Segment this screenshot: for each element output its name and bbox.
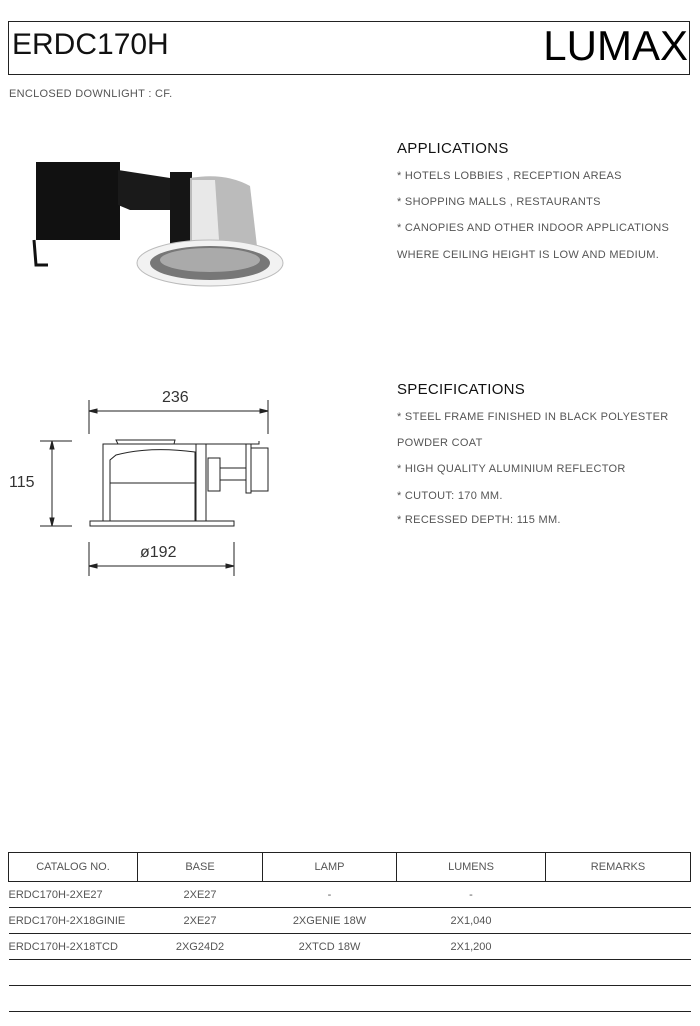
cell-lumens: 2X1,200 (397, 934, 546, 960)
specification-line: * HIGH QUALITY ALUMINIUM REFLECTOR (397, 463, 626, 475)
table-header-row (9, 853, 691, 882)
cell-base (138, 960, 263, 986)
applications-title: APPLICATIONS (397, 140, 509, 157)
cell-lamp: 2XGENIE 18W (263, 908, 397, 934)
table-row (9, 960, 691, 986)
specification-line: * STEEL FRAME FINISHED IN BLACK POLYESTER (397, 411, 669, 423)
product-photo (10, 150, 290, 320)
table-row (9, 986, 691, 1012)
table-row (9, 934, 691, 960)
height-dimension: 115 (9, 474, 35, 491)
column-header-lamp: LAMP (263, 853, 397, 882)
cell-lamp: - (263, 882, 397, 908)
cell-lamp (263, 960, 397, 986)
cell-lumens: - (397, 882, 546, 908)
cell-catalog (9, 986, 138, 1012)
catalog-table (8, 852, 691, 1012)
cell-catalog (9, 960, 138, 986)
cell-remarks (546, 882, 691, 908)
specification-line: * CUTOUT: 170 MM. (397, 490, 503, 502)
specifications-title: SPECIFICATIONS (397, 381, 526, 398)
table-row (9, 908, 691, 934)
table-row (9, 882, 691, 908)
column-header-remarks: REMARKS (546, 853, 691, 882)
diameter-dimension: ø192 (140, 544, 177, 561)
column-header-base: BASE (138, 853, 263, 882)
cell-lumens (397, 960, 546, 986)
specification-line: POWDER COAT (397, 437, 483, 449)
cell-lumens (397, 986, 546, 1012)
cell-lamp (263, 986, 397, 1012)
width-dimension: 236 (162, 389, 189, 406)
cell-lamp: 2XTCD 18W (263, 934, 397, 960)
cell-remarks (546, 960, 691, 986)
cell-lumens: 2X1,040 (397, 908, 546, 934)
cell-remarks (546, 908, 691, 934)
application-line: * HOTELS LOBBIES , RECEPTION AREAS (397, 170, 622, 182)
cell-base (138, 986, 263, 1012)
model-title: ERDC170H (12, 28, 169, 61)
cell-remarks (546, 986, 691, 1012)
cell-catalog: ERDC170H-2X18GINIE (9, 908, 138, 934)
application-line: * SHOPPING MALLS , RESTAURANTS (397, 196, 601, 208)
cell-catalog: ERDC170H-2XE27 (9, 882, 138, 908)
column-header-catalog: CATALOG NO. (9, 853, 138, 882)
column-header-lumens: LUMENS (397, 853, 546, 882)
specification-line: * RECESSED DEPTH: 115 MM. (397, 514, 561, 526)
application-line: * CANOPIES AND OTHER INDOOR APPLICATIONS (397, 222, 670, 234)
cell-base: 2XE27 (138, 882, 263, 908)
cell-catalog: ERDC170H-2X18TCD (9, 934, 138, 960)
cell-remarks (546, 934, 691, 960)
application-line: WHERE CEILING HEIGHT IS LOW AND MEDIUM. (397, 249, 660, 261)
brand-logo: LUMAX (543, 22, 688, 69)
product-subtitle: ENCLOSED DOWNLIGHT : CF. (9, 88, 173, 100)
cell-base: 2XG24D2 (138, 934, 263, 960)
cell-base: 2XE27 (138, 908, 263, 934)
